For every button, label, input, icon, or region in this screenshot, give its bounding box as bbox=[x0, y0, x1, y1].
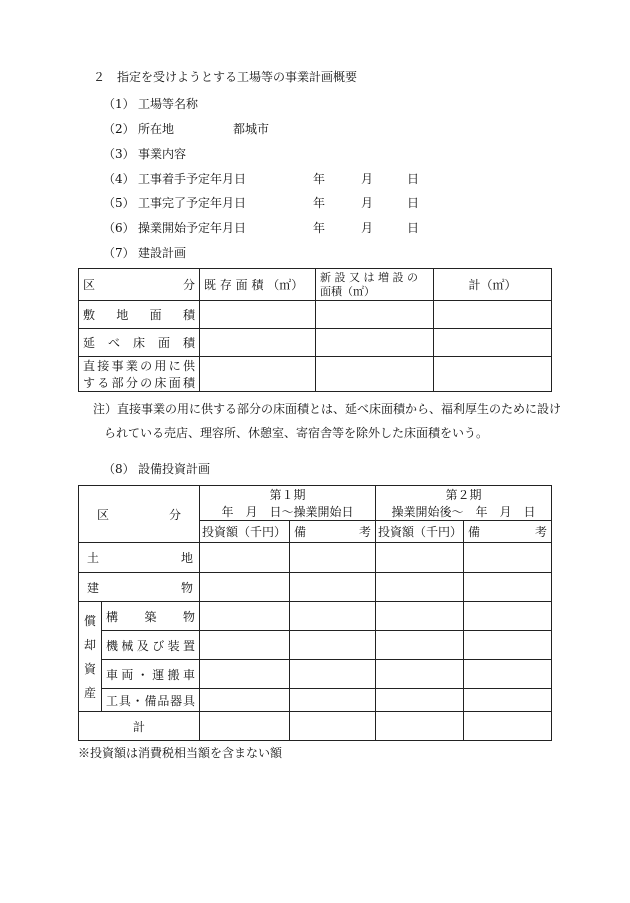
floor-new-cell[interactable] bbox=[316, 329, 434, 357]
floor-existing-cell[interactable] bbox=[200, 329, 316, 357]
item-1-label: 工場等名称 bbox=[138, 97, 199, 111]
row-tools-label: 工具・備品器具 bbox=[106, 693, 195, 708]
row-land-label: 土地 bbox=[87, 551, 193, 565]
period-2-header bbox=[376, 486, 552, 521]
item-5-label: 工事完了予定年月日 bbox=[138, 196, 247, 210]
business-total-cell[interactable] bbox=[434, 357, 552, 392]
business-new-cell[interactable] bbox=[316, 357, 434, 392]
section-title: ２ 指定を受けようとする工場等の事業計画概要 bbox=[93, 70, 358, 84]
item-6-label: 操業開始予定年月日 bbox=[138, 221, 247, 235]
tools-p1-amount[interactable] bbox=[200, 689, 290, 712]
row-machinery bbox=[102, 631, 200, 660]
p2-remarks-header bbox=[464, 521, 552, 543]
remarks-bi: 備 bbox=[468, 525, 481, 539]
date-day: 日 bbox=[407, 196, 420, 210]
location-value: 都城市 bbox=[233, 122, 270, 136]
header-category bbox=[79, 486, 200, 543]
date-day: 日 bbox=[407, 221, 420, 235]
row-machinery-label: 機械及び装置 bbox=[106, 638, 195, 653]
item-2-num: （2） bbox=[103, 122, 135, 136]
row-land bbox=[79, 543, 200, 573]
vehicle-p2-remarks[interactable] bbox=[464, 660, 552, 689]
vehicle-p2-amount[interactable] bbox=[376, 660, 464, 689]
row-floor-area bbox=[79, 329, 200, 357]
date-month: 月 bbox=[361, 172, 374, 186]
date-year: 年 bbox=[313, 196, 326, 210]
tools-p1-remarks[interactable] bbox=[290, 689, 376, 712]
row-vehicle bbox=[102, 660, 200, 689]
header-new-area-line2: 面積（㎡） bbox=[320, 284, 375, 298]
date-day: 日 bbox=[407, 172, 420, 186]
construction-plan-table bbox=[78, 268, 552, 392]
date-year: 年 bbox=[313, 172, 326, 186]
land-p1-amount[interactable] bbox=[200, 543, 290, 573]
dep-char-2: 却 bbox=[83, 637, 96, 652]
p1-amount-header: 投資額（千円） bbox=[200, 521, 290, 543]
row-structure bbox=[102, 602, 200, 631]
machinery-p2-remarks[interactable] bbox=[464, 631, 552, 660]
header-bun: 分 bbox=[168, 507, 181, 522]
building-p2-remarks[interactable] bbox=[464, 573, 552, 602]
structure-p2-amount[interactable] bbox=[376, 602, 464, 631]
row-business-floor-line1: 直接事業の用に供 bbox=[83, 359, 195, 373]
row-total: 計 bbox=[79, 712, 200, 741]
item-8-label: 設備投資計画 bbox=[138, 462, 211, 476]
row-building bbox=[79, 573, 200, 602]
site-existing-cell[interactable] bbox=[200, 301, 316, 329]
period-2-title: 第２期 bbox=[445, 488, 482, 502]
item-1-num: （1） bbox=[103, 97, 135, 111]
item-4-num: （4） bbox=[103, 172, 135, 186]
date-month: 月 bbox=[361, 196, 374, 210]
row-site-area bbox=[79, 301, 200, 329]
row-building-label: 建物 bbox=[87, 580, 193, 595]
item-7-num: （7） bbox=[103, 246, 135, 260]
header-ku: 区 bbox=[83, 278, 96, 292]
building-p2-amount[interactable] bbox=[376, 573, 464, 602]
tools-p2-remarks[interactable] bbox=[464, 689, 552, 712]
vehicle-p1-amount[interactable] bbox=[200, 660, 290, 689]
header-bun: 分 bbox=[182, 278, 195, 292]
note-line-1: 注）直接事業の用に供する部分の床面積とは、延べ床面積から、福利厚生のために設け bbox=[93, 402, 562, 416]
row-business-floor-line2: する部分の床面積 bbox=[83, 376, 195, 390]
total-p2-amount[interactable] bbox=[376, 712, 464, 741]
period-1-title: 第１期 bbox=[269, 488, 306, 502]
remarks-bi: 備 bbox=[294, 525, 307, 539]
structure-p1-amount[interactable] bbox=[200, 602, 290, 631]
p2-amount-header: 投資額（千円） bbox=[376, 521, 464, 543]
period-2-range: 操業開始後～ 年 月 日 bbox=[391, 505, 536, 519]
dep-char-4: 産 bbox=[83, 685, 96, 700]
building-p1-amount[interactable] bbox=[200, 573, 290, 602]
building-p1-remarks[interactable] bbox=[290, 573, 376, 602]
row-floor-area-label: 延べ床面積 bbox=[83, 336, 195, 350]
row-site-area-label: 敷地面積 bbox=[83, 308, 195, 322]
item-5-num: （5） bbox=[103, 196, 135, 210]
item-6-num: （6） bbox=[103, 221, 135, 235]
machinery-p1-amount[interactable] bbox=[200, 631, 290, 660]
row-vehicle-label: 車両・運搬車 bbox=[106, 667, 195, 682]
land-p2-amount[interactable] bbox=[376, 543, 464, 573]
header-total: 計（㎡） bbox=[434, 269, 552, 301]
floor-total-cell[interactable] bbox=[434, 329, 552, 357]
item-3-label: 事業内容 bbox=[138, 147, 187, 161]
total-p2-remarks[interactable] bbox=[464, 712, 552, 741]
row-business-floor-area bbox=[79, 357, 200, 392]
investment-plan-table bbox=[78, 485, 552, 741]
date-year: 年 bbox=[313, 221, 326, 235]
dep-char-3: 資 bbox=[83, 661, 96, 676]
land-p1-remarks[interactable] bbox=[290, 543, 376, 573]
note-line-2: られている売店、理容所、休憩室、寄宿舎等を除外した床面積をいう。 bbox=[104, 426, 489, 440]
business-existing-cell[interactable] bbox=[200, 357, 316, 392]
header-category bbox=[79, 269, 200, 301]
total-p1-remarks[interactable] bbox=[290, 712, 376, 741]
date-month: 月 bbox=[361, 221, 374, 235]
period-1-range: 年 月 日～操業開始日 bbox=[221, 505, 354, 519]
period-1-header bbox=[200, 486, 376, 521]
depreciable-assets-label bbox=[79, 602, 102, 712]
tools-p2-amount[interactable] bbox=[376, 689, 464, 712]
site-new-cell[interactable] bbox=[316, 301, 434, 329]
structure-p1-remarks[interactable] bbox=[290, 602, 376, 631]
row-tools bbox=[102, 689, 200, 712]
structure-p2-remarks[interactable] bbox=[464, 602, 552, 631]
land-p2-remarks[interactable] bbox=[464, 543, 552, 573]
item-4-label: 工事着手予定年月日 bbox=[138, 172, 247, 186]
remarks-kou: 考 bbox=[535, 525, 548, 539]
header-existing-area: 既 存 面 積 （㎡） bbox=[200, 269, 316, 301]
item-3-num: （3） bbox=[103, 147, 135, 161]
header-new-area bbox=[316, 269, 434, 301]
item-8-num: （8） bbox=[103, 462, 135, 476]
dep-char-1: 償 bbox=[83, 613, 96, 628]
item-2-label: 所在地 bbox=[138, 122, 175, 136]
vehicle-p1-remarks[interactable] bbox=[290, 660, 376, 689]
machinery-p1-remarks[interactable] bbox=[290, 631, 376, 660]
header-ku: 区 bbox=[97, 507, 110, 522]
item-7-label: 建設計画 bbox=[138, 246, 187, 260]
remarks-kou: 考 bbox=[359, 525, 372, 539]
p1-remarks-header bbox=[290, 521, 376, 543]
row-structure-label: 構築物 bbox=[106, 609, 195, 624]
site-total-cell[interactable] bbox=[434, 301, 552, 329]
total-p1-amount[interactable] bbox=[200, 712, 290, 741]
machinery-p2-amount[interactable] bbox=[376, 631, 464, 660]
footnote: ※投資額は消費税相当額を含まない額 bbox=[78, 746, 283, 760]
header-new-area-line1: 新 設 又 は 増 設 の bbox=[320, 270, 418, 284]
